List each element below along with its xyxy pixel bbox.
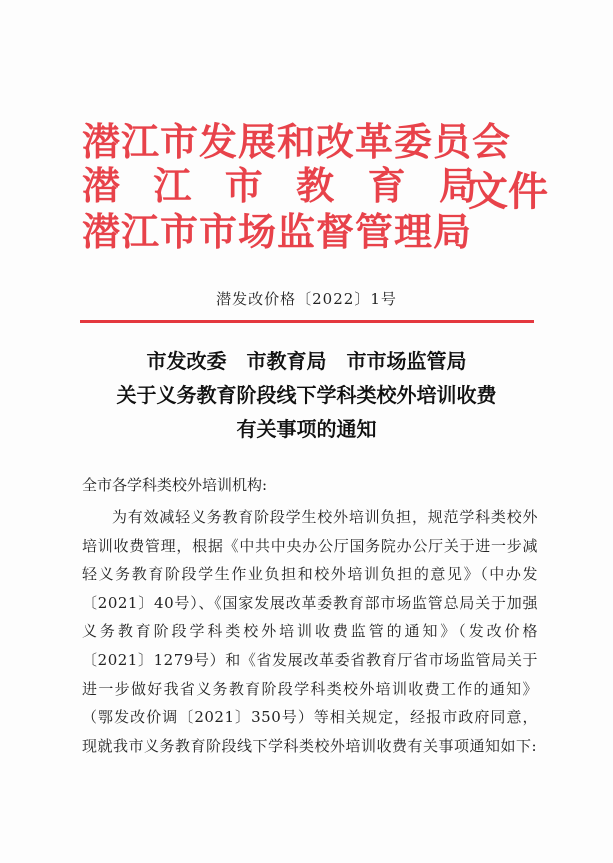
org-char: 江 [153,163,192,208]
document-title-line-3: 有关事项的通知 [236,417,377,441]
org-char: 局 [438,163,477,208]
body-paragraph: 为有效减轻义务教育阶段学生校外培训负担，规范学科类校外培训收费管理，根据《中共中央办公厅国务院办公厅关于进一步减轻义务教育阶段学生作业负担和校外培训负担的意见》（中办发〔2021〕40号）、《国家发展改革委教育部市场监管总局关于加强义务教育阶段学科类校外培训收费监管的通知》（发改价格〔2021〕1279号）和《省发展改革委省教育厅省市场监管局关于进一步做好我省义务教育阶段学科类校外培训收费工作的通知》（鄂发改价调〔2021〕350号）等相关规定，经报市政府同意，现就我市义务教育阶段线下学科类校外培训收费有关事项通知如下: [82,508,538,755]
salutation: 全市各学科类校外培训机构: [82,476,268,494]
org-char: 育 [367,163,406,208]
document-title-line-2: 关于义务教育阶段线下学科类校外培训收费 [116,383,497,407]
red-divider-line [80,320,534,323]
issuing-org-education-bureau [82,164,477,208]
document-title-line-1: 市发改委 市教育局 市市场监管局 [146,349,467,373]
org-char: 教 [296,163,335,208]
org-char: 潜 [82,163,121,208]
issuing-org-development-reform: 潜江市发展和改革委员会 [82,119,512,164]
document-type-label: 文件 [468,168,548,215]
org-char: 市 [224,163,263,208]
issuing-org-market-supervision: 潜江市市场监督管理局 [82,209,473,254]
document-number: 潜发改价格〔2022〕1号 [216,290,397,308]
